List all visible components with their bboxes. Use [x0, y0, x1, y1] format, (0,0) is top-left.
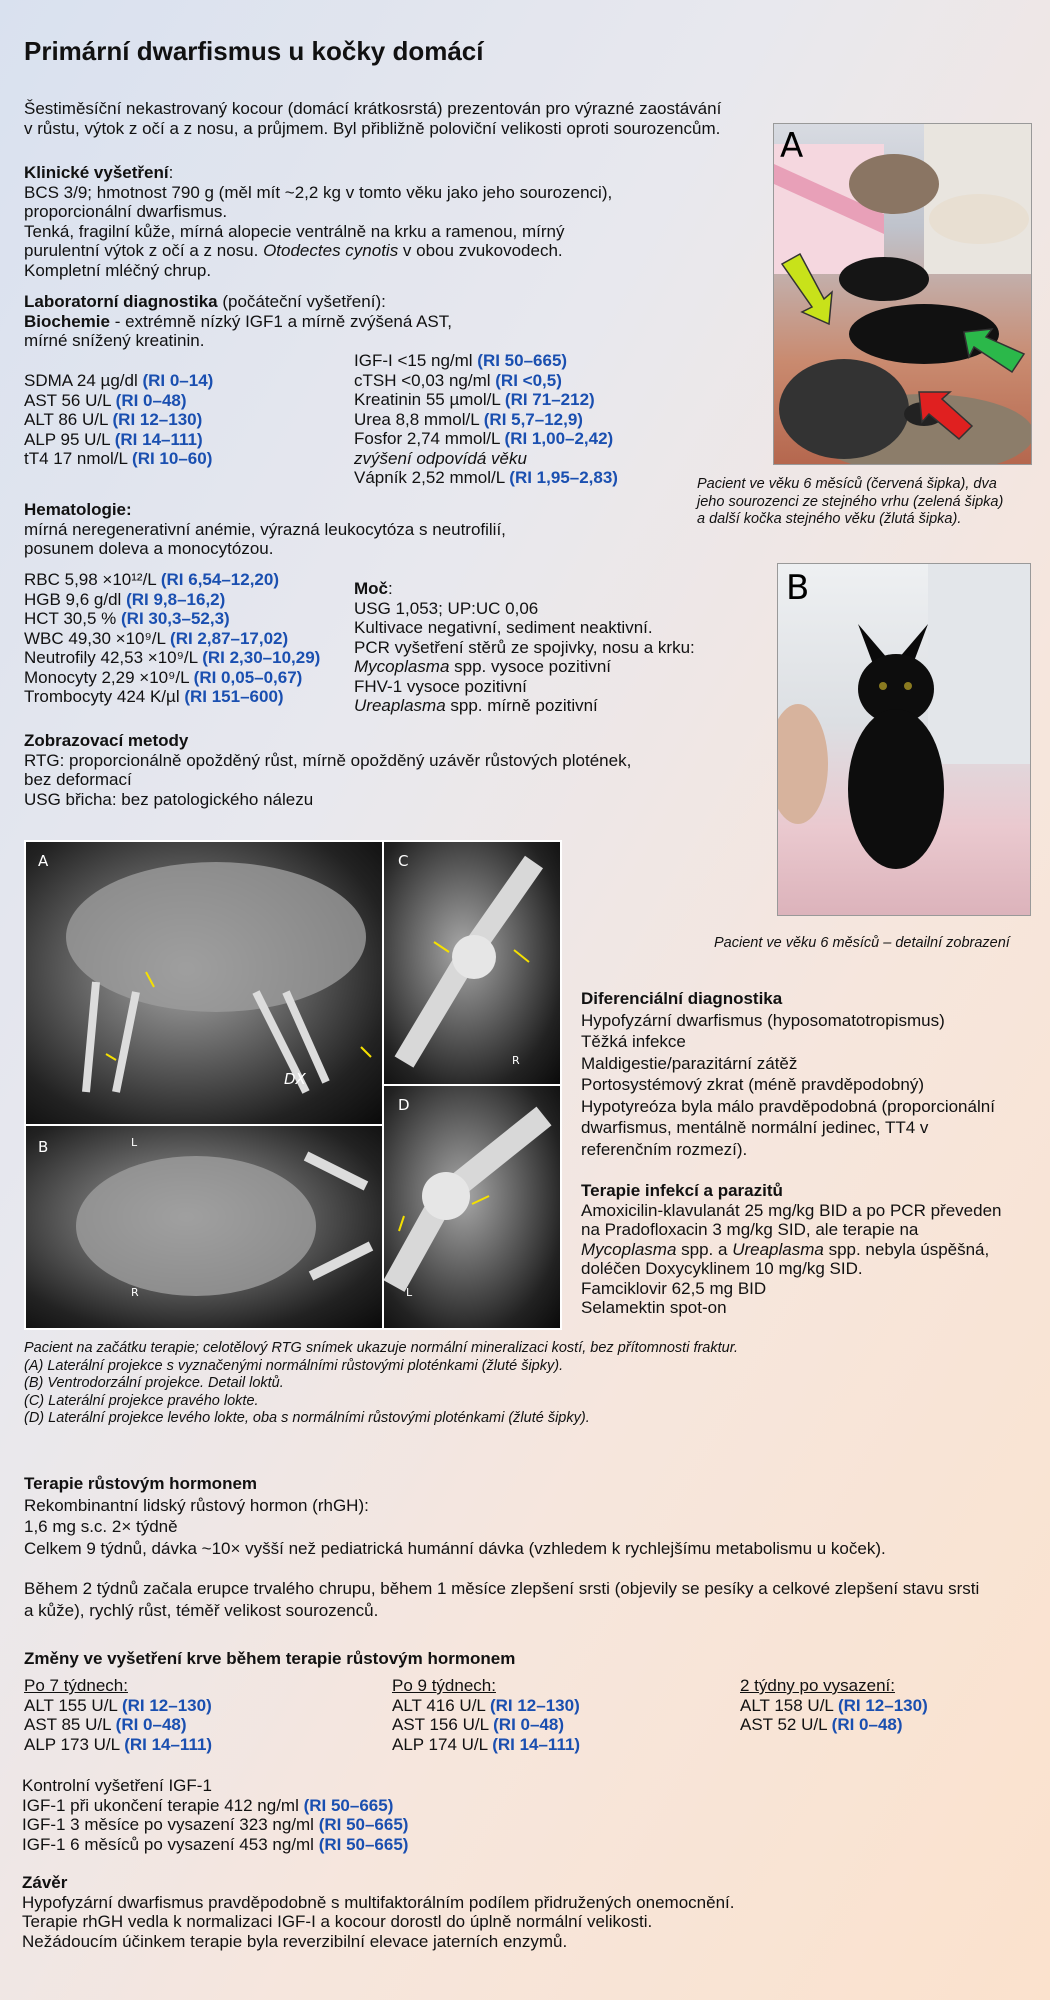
ddx-item: dwarfismus, mentálně normální jedinec, TT4 v [581, 1118, 929, 1137]
ddx-item: Těžká infekce [581, 1032, 686, 1051]
xray-a-label: A [38, 852, 49, 870]
conclusion-line: Hypofyzární dwarfismus pravděpodobně s multifaktorálním podílem přidružených onemocnění. [22, 1892, 735, 1912]
ddx-item: Maldigestie/parazitární zátěž [581, 1053, 798, 1073]
gh-outcome-line: a kůže), rychlý růst, téměř velikost sourozenců. [24, 1600, 379, 1620]
lab-value-row: Vápník 2,52 mmol/L (RI 1,95–2,83) [354, 468, 618, 487]
clinical-line: Tenká, fragilní kůže, mírná alopecie ventrálně na krku a ramenou, mírný [24, 221, 565, 241]
changes-row: ALT 158 U/L (RI 12–130) [740, 1695, 928, 1715]
intro-line: v růstu, výtok z očí a z nosu, a průjmem. Byl přibližně poloviční velikosti oproti sourozencům. [24, 118, 721, 138]
lab-value-row: Fosfor 2,74 mmol/L (RI 1,00–2,42) [354, 429, 614, 448]
xray-l-label: L [406, 1286, 413, 1299]
changes-col-9w [392, 1676, 580, 1754]
urine-line: Ureaplasma spp. mírně pozitivní [354, 696, 598, 715]
gh-line: 1,6 mg s.c. 2× týdně [24, 1517, 178, 1536]
urine-heading: Moč [354, 579, 388, 598]
igf-heading: Kontrolní vyšetření IGF-1 [22, 1776, 212, 1795]
intro [24, 99, 721, 138]
hema-value-row: WBC 49,30 ×10⁹/L (RI 2,87–17,02) [24, 628, 289, 648]
therapy-line: Mycoplasma spp. a Ureaplasma spp. nebyla úspěšná, [581, 1239, 990, 1259]
photo-cats-siblings [773, 123, 1032, 465]
changes-col-title: Po 7 týdnech: [24, 1676, 128, 1695]
lab-value-row: Kreatinin 55 µmol/L (RI 71–212) [354, 390, 595, 409]
photo-a-letter: A [780, 126, 804, 166]
hema-value-row: HCT 30,5 % (RI 30,3–52,3) [24, 609, 230, 628]
lab-value-row: cTSH <0,03 ng/ml (RI <0,5) [354, 370, 562, 390]
changes-row: ALP 173 U/L (RI 14–111) [24, 1734, 213, 1754]
conclusion-heading: Závěr [22, 1873, 68, 1892]
lab-value-row: SDMA 24 µg/dl (RI 0–14) [24, 371, 214, 390]
urine-section: Moč: USG 1,053; UP:UC 0,06 Kultivace negativní, sediment neaktivní. PCR vyšetření stěrů ze spojivky, nosu a krku: Mycoplasma spp. vysoce pozitivní FHV-1 vysoce pozitivní Ureaplasma spp. mírně pozitivní [354, 579, 695, 715]
clinical-line: purulentní výtok z očí a z nosu. Otodectes cynotis v obou zvukovodech. [24, 241, 563, 260]
gh-outcome [24, 1578, 979, 1621]
biochem-label: Biochemie [24, 311, 110, 331]
lab-right-values [354, 351, 618, 488]
lab-note: zvýšení odpovídá věku [354, 448, 527, 468]
hema-value-row: Trombocyty 424 K/µl (RI 151–600) [24, 687, 284, 706]
changes-col-title: Po 9 týdnech: [392, 1676, 496, 1695]
xray-right-elbow [382, 840, 562, 1086]
lab-value-row: ALP 95 U/L (RI 14–111) [24, 429, 203, 449]
photo-a-caption: Pacient ve věku 6 měsíců (červená šipka), dva jeho sourozenci ze stejného vrhu (zelená šipka) a další kočka stejného věku (žlutá šipka). [697, 476, 1004, 527]
lab-value-row: Urea 8,8 mmol/L (RI 5,7–12,9) [354, 409, 583, 429]
urine-line: Kultivace negativní, sediment neaktivní. [354, 618, 653, 637]
clinical-line: BCS 3/9; hmotnost 790 g (měl mít ~2,2 kg v tomto věku jako jeho sourozenci), [24, 182, 613, 202]
xray-c-label: C [398, 852, 409, 870]
changes-row: AST 85 U/L (RI 0–48) [24, 1715, 187, 1734]
xray-lateral [24, 840, 384, 1126]
igf-row: IGF-1 3 měsíce po vysazení 323 ng/ml (RI 50–665) [22, 1815, 409, 1834]
therapy-line: Amoxicilin-klavulanát 25 mg/kg BID a po PCR převeden [581, 1200, 1002, 1220]
clinical-heading: Klinické vyšetření [24, 163, 169, 182]
photo-cat-detail [777, 563, 1031, 916]
urine-line: Mycoplasma spp. vysoce pozitivní [354, 657, 611, 676]
lab-left-values [24, 371, 213, 469]
lab-value-row: IGF-I <15 ng/ml (RI 50–665) [354, 351, 568, 370]
ddx-item: Hypotyreóza byla málo pravděpodobná (proporcionální [581, 1096, 995, 1116]
changes-row: AST 156 U/L (RI 0–48) [392, 1715, 564, 1734]
gh-therapy-section [24, 1473, 886, 1559]
lab-value-row: tT4 17 nmol/L (RI 10–60) [24, 449, 213, 468]
gh-outcome-line: Během 2 týdnů začala erupce trvalého chrupu, během 1 měsíce zlepšení srsti (objevily se pesíky a celkové zlepšení stavu srsti [24, 1579, 980, 1598]
changes-row: AST 52 U/L (RI 0–48) [740, 1715, 903, 1734]
xray-d-label: D [398, 1096, 410, 1114]
intro-line: Šestiměsíční nekastrovaný kocour (domácí krátkosrstá) prezentován pro výrazné zaostávání [24, 99, 722, 118]
hema-value-row: RBC 5,98 ×10¹²/L (RI 6,54–12,20) [24, 570, 279, 589]
lab-value-row: ALT 86 U/L (RI 12–130) [24, 410, 203, 429]
photo-b-caption: Pacient ve věku 6 měsíců – detailní zobrazení [714, 935, 1010, 951]
xray-l-label: L [131, 1136, 138, 1149]
urine-line: USG 1,053; UP:UC 0,06 [354, 598, 539, 618]
gh-line: Celkem 9 týdnů, dávka ~10× vyšší než pediatrická humánní dávka (vzhledem k rychlejšímu metabolismu u koček). [24, 1538, 886, 1558]
therapy-infection-heading: Terapie infekcí a parazitů [581, 1181, 783, 1200]
ddx-item: Hypofyzární dwarfismus (hyposomatotropismus) [581, 1010, 945, 1030]
changes-heading: Změny ve vyšetření krve během terapie růstovým hormonem [24, 1649, 516, 1668]
gh-line: Rekombinantní lidský růstový hormon (rhGH): [24, 1495, 369, 1515]
therapy-line: doléčen Doxycyklinem 10 mg/kg SID. [581, 1259, 863, 1278]
hema-line: mírná neregenerativní anémie, výrazná leukocytóza s neutrofilií, [24, 519, 506, 539]
imaging-line: USG břicha: bez patologického nálezu [24, 789, 314, 809]
xray-dx-label: DX [284, 1070, 306, 1088]
xray-r-label: R [512, 1054, 520, 1067]
changes-col-after [740, 1676, 928, 1735]
igf-section [22, 1776, 408, 1854]
page-title: Primární dwarfismus u kočky domácí [24, 36, 484, 66]
yellow-arrow-icon [782, 254, 832, 324]
xray-left-elbow [382, 1084, 562, 1330]
changes-col-title: 2 týdny po vysazení: [740, 1676, 895, 1695]
therapy-line: Selamektin spot-on [581, 1298, 727, 1317]
conclusion-section [22, 1873, 734, 1951]
igf-row: IGF-1 6 měsíců po vysazení 453 ng/ml (RI 50–665) [22, 1834, 409, 1854]
hema-line: posunem doleva a monocytózou. [24, 539, 274, 558]
lab-heading: Laboratorní diagnostika [24, 292, 218, 311]
hema-section [24, 500, 506, 559]
lab-section: Laboratorní diagnostika (počáteční vyšetření): Biochemie - extrémně nízký IGF1 a mírně zvýšená AST, mírné snížený kreatinin. [24, 292, 452, 350]
imaging-section [24, 731, 631, 809]
imaging-heading: Zobrazovací metody [24, 731, 189, 750]
igf-row: IGF-1 při ukončení terapie 412 ng/ml (RI 50–665) [22, 1795, 394, 1815]
conclusion-line: Nežádoucím účinkem terapie byla reverzibilní elevace jaterních enzymů. [22, 1931, 568, 1951]
imaging-line: bez deformací [24, 770, 132, 789]
urine-line: PCR vyšetření stěrů ze spojivky, nosu a krku: [354, 637, 695, 657]
red-arrow-icon [919, 392, 972, 439]
xray-b-label: B [38, 1138, 49, 1156]
xray-r-label: R [131, 1286, 139, 1299]
ddx-item: Portosystémový zkrat (méně pravděpodobný) [581, 1075, 924, 1094]
hema-heading: Hematologie: [24, 500, 132, 519]
ddx-section [581, 988, 995, 1160]
hema-value-row: Neutrofily 42,53 ×10⁹/L (RI 2,30–10,29) [24, 648, 321, 667]
therapy-line: na Pradofloxacin 3 mg/kg SID, ale terapie na [581, 1220, 919, 1239]
xray-caption: Pacient na začátku terapie; celotělový RTG snímek ukazuje normální mineralizaci kostí, bez přítomnosti fraktur. (A) Laterální projekce s vyznačenými normálními růstovými ploténkami (žluté šipky). (B) Ventrodorzální projekce. Detail loktů. (C) Laterální projekce pravého lokte. (D) Laterální projekce levého lokte, oba s normálními růstovými ploténkami (žluté šipky). [24, 1340, 739, 1426]
xray-ventrodorsal [24, 1124, 384, 1330]
changes-col-7w [24, 1676, 212, 1754]
lab-value-row: AST 56 U/L (RI 0–48) [24, 390, 187, 410]
biochem-text: mírné snížený kreatinin. [24, 331, 205, 350]
therapy-line: Famciklovir 62,5 mg BID [581, 1278, 767, 1298]
changes-row: ALT 416 U/L (RI 12–130) [392, 1695, 580, 1715]
urine-line: FHV-1 vysoce pozitivní [354, 676, 527, 696]
changes-row: ALP 174 U/L (RI 14–111) [392, 1734, 581, 1754]
conclusion-line: Terapie rhGH vedla k normalizaci IGF-I a kocour dorostl do úplně normální velikosti. [22, 1912, 653, 1931]
changes-row: ALT 155 U/L (RI 12–130) [24, 1695, 212, 1715]
imaging-line: RTG: proporcionálně opožděný růst, mírně opožděný uzávěr růstových plotének, [24, 750, 632, 770]
ddx-heading: Diferenciální diagnostika [581, 989, 783, 1008]
clinical-line: proporcionální dwarfismus. [24, 202, 228, 221]
hema-value-row: Monocyty 2,29 ×10⁹/L (RI 0,05–0,67) [24, 667, 303, 687]
hema-value-row: HGB 9,6 g/dl (RI 9,8–16,2) [24, 589, 226, 609]
hema-values [24, 570, 320, 707]
ddx-item: referenčním rozmezí). [581, 1139, 748, 1159]
photo-b-letter: B [786, 568, 810, 608]
therapy-infection-section [581, 1181, 1001, 1318]
clinical-line: Kompletní mléčný chrup. [24, 260, 212, 280]
clinical-section: Klinické vyšetření: BCS 3/9; hmotnost 790 g (měl mít ~2,2 kg v tomto věku jako jeho sourozenci), proporcionální dwarfismus. Tenká, fragilní kůže, mírná alopecie ventrálně na krku a ramenou, mírný purulentní výtok z očí a z nosu. Otodectes cynotis v obou zvukovodech. Kompletní mléčný chrup. [24, 163, 613, 280]
green-arrow-icon [964, 329, 1024, 372]
gh-heading: Terapie růstovým hormonem [24, 1474, 258, 1493]
